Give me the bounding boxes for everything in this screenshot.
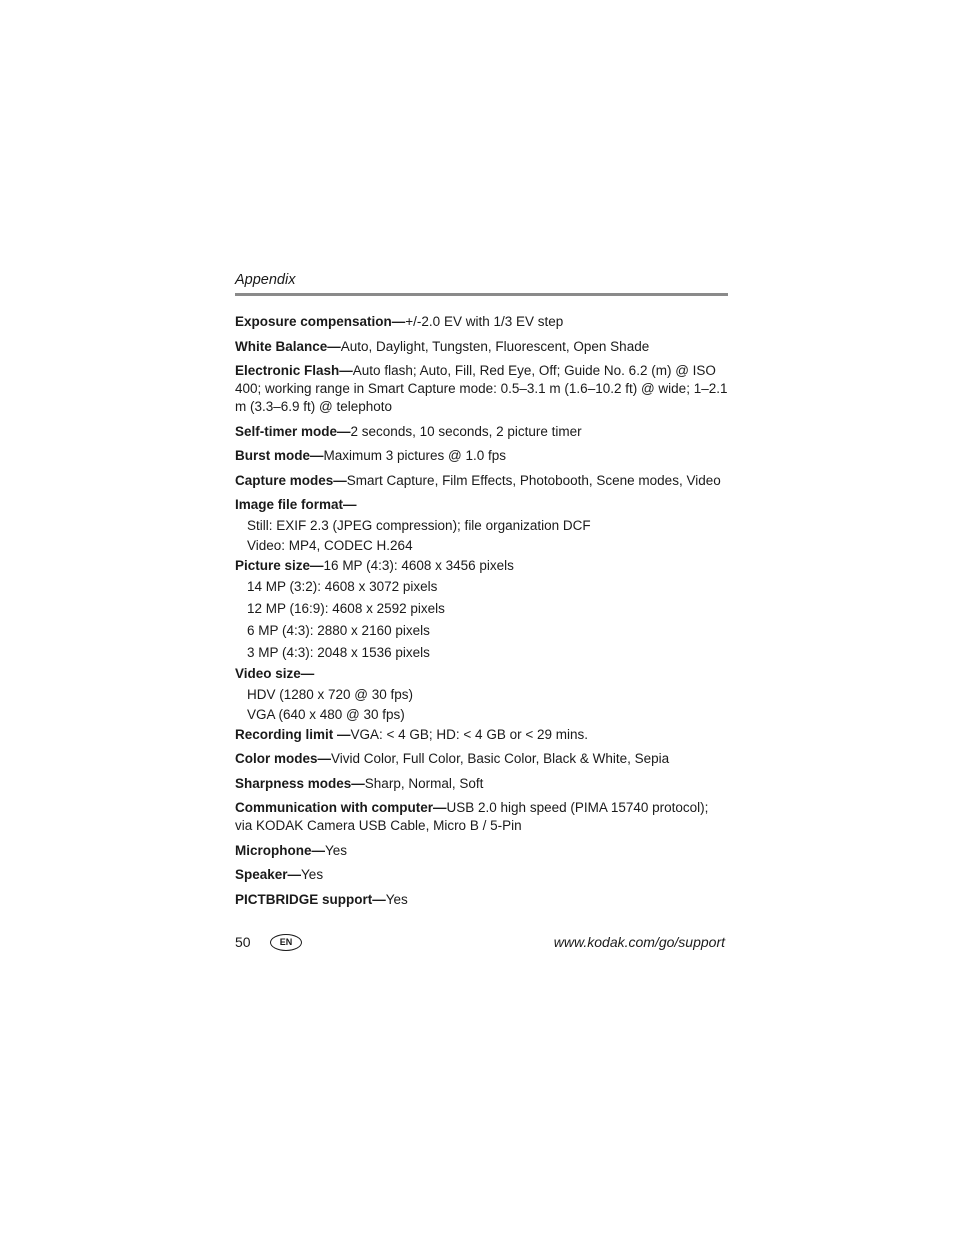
spec-color-modes: Color modes—Vivid Color, Full Color, Basic Color, Black & White, Sepia <box>235 751 670 766</box>
spec-picture-size-item: 3 MP (4:3): 2048 x 1536 pixels <box>247 645 430 660</box>
spec-microphone: Microphone—Yes <box>235 842 348 858</box>
spec-sharpness-modes: Sharpness modes—Sharp, Normal, Soft <box>235 775 484 791</box>
spec-capture-modes: Capture modes—Smart Capture, Film Effects, Photobooth, Scene modes, Video <box>235 472 721 488</box>
spec-speaker: Speaker—Yes <box>235 867 324 882</box>
spec-video-size-hdv: HDV (1280 x 720 @ 30 fps) <box>247 686 414 702</box>
spec-white-balance: White Balance—Auto, Daylight, Tungsten, Fluorescent, Open Shade <box>235 338 650 354</box>
spec-electronic-flash: Electronic Flash—Auto flash; Auto, Fill, Red Eye, Off; Guide No. 6.2 (m) @ ISO 400; working range in Smart Capture mode: 0.5–3.1 m (1.6–10.2 ft) @ wide; 1–2.1 m (3.3–6.9 ft) @ telephoto <box>235 363 728 414</box>
spec-communication-with-computer: Communication with computer—USB 2.0 high speed (PIMA 15740 protocol); via KODAK Camera USB Cable, Micro B / 5-Pin <box>235 800 709 833</box>
language-badge: EN <box>270 934 302 951</box>
spec-exposure-compensation: Exposure compensation—+/-2.0 EV with 1/3 EV step <box>235 314 564 329</box>
section-header: Appendix <box>235 272 296 288</box>
spec-picture-size-item: 6 MP (4:3): 2880 x 2160 pixels <box>247 623 430 638</box>
spec-recording-limit: Recording limit —VGA: < 4 GB; HD: < 4 GB or < 29 mins. <box>235 726 588 742</box>
spec-picture-size-item: 14 MP (3:2): 4608 x 3072 pixels <box>247 579 438 594</box>
support-url[interactable]: www.kodak.com/go/support <box>553 934 725 950</box>
spec-self-timer-mode: Self-timer mode—2 seconds, 10 seconds, 2 picture timer <box>235 423 582 439</box>
spec-picture-size-item: 12 MP (16:9): 4608 x 2592 pixels <box>247 601 445 616</box>
page-number: 50 <box>235 934 251 950</box>
header-rule <box>235 293 728 296</box>
spec-pictbridge-support: PICTBRIDGE support—Yes <box>235 891 408 907</box>
spec-picture-size: Picture size—16 MP (4:3): 4608 x 3456 pixels <box>235 557 514 573</box>
spec-video-size-vga: VGA (640 x 480 @ 30 fps) <box>247 706 405 722</box>
spec-page <box>235 270 728 915</box>
spec-image-file-format: Image file format— <box>235 497 357 512</box>
page-footer <box>235 930 725 954</box>
spec-burst-mode: Burst mode—Maximum 3 pictures @ 1.0 fps <box>235 448 507 463</box>
spec-image-file-format-still: Still: EXIF 2.3 (JPEG compression); file organization DCF <box>247 517 591 533</box>
spec-video-size: Video size— <box>235 666 315 681</box>
spec-image-file-format-video: Video: MP4, CODEC H.264 <box>247 537 413 553</box>
